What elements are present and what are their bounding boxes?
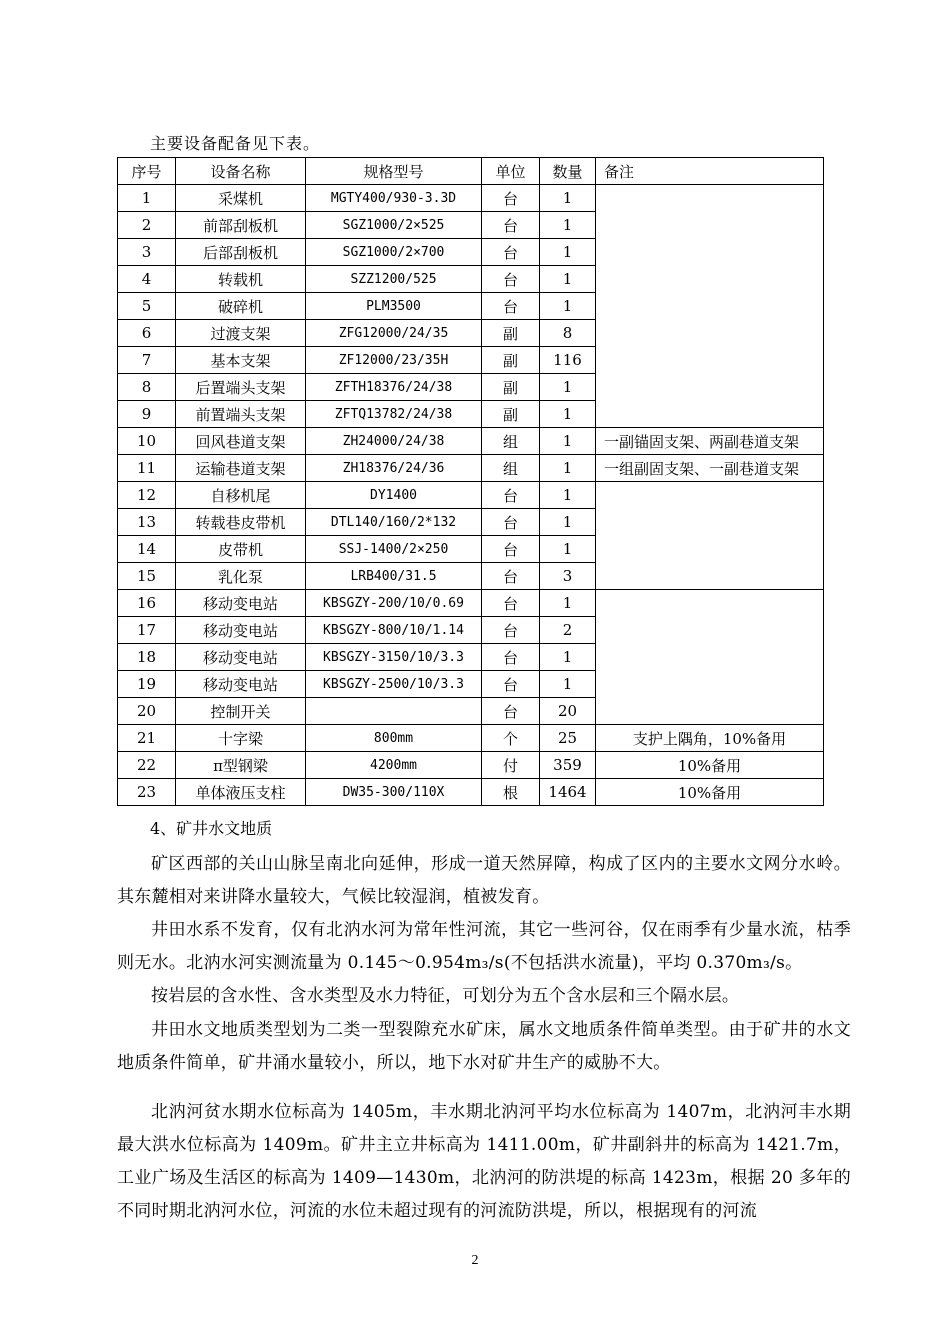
cell-name: 移动变电站 bbox=[176, 644, 306, 671]
cell-quantity: 1 bbox=[540, 671, 596, 698]
cell-name: 采煤机 bbox=[176, 185, 306, 212]
cell-index: 19 bbox=[118, 671, 176, 698]
cell-index: 2 bbox=[118, 212, 176, 239]
cell-model: ZF12000/23/35H bbox=[306, 347, 482, 374]
cell-quantity: 25 bbox=[540, 725, 596, 752]
table-row bbox=[118, 428, 824, 455]
cell-name: 转载巷皮带机 bbox=[176, 509, 306, 536]
cell-model: LRB400/31.5 bbox=[306, 563, 482, 590]
cell-unit: 台 bbox=[482, 536, 540, 563]
cell-name: 移动变电站 bbox=[176, 617, 306, 644]
cell-unit: 台 bbox=[482, 266, 540, 293]
cell-name: 前部刮板机 bbox=[176, 212, 306, 239]
header-unit: 单位 bbox=[482, 158, 540, 185]
cell-model: 800mm bbox=[306, 725, 482, 752]
cell-model: DTL140/160/2*132 bbox=[306, 509, 482, 536]
cell-name: 前置端头支架 bbox=[176, 401, 306, 428]
cell-index: 4 bbox=[118, 266, 176, 293]
cell-model: 4200mm bbox=[306, 752, 482, 779]
cell-unit: 副 bbox=[482, 320, 540, 347]
cell-model: ZFTQ13782/24/38 bbox=[306, 401, 482, 428]
cell-quantity: 1 bbox=[540, 185, 596, 212]
header-remarks: 备注 bbox=[596, 158, 824, 185]
cell-index: 5 bbox=[118, 293, 176, 320]
cell-name: 皮带机 bbox=[176, 536, 306, 563]
cell-remarks: 支护上隅角，10%备用 bbox=[596, 725, 824, 752]
cell-model: DY1400 bbox=[306, 482, 482, 509]
cell-unit: 台 bbox=[482, 293, 540, 320]
cell-model: KBSGZY-3150/10/3.3 bbox=[306, 644, 482, 671]
header-index: 序号 bbox=[118, 158, 176, 185]
cell-unit: 台 bbox=[482, 644, 540, 671]
header-model: 规格型号 bbox=[306, 158, 482, 185]
cell-model: PLM3500 bbox=[306, 293, 482, 320]
cell-remarks bbox=[596, 185, 824, 428]
cell-unit: 组 bbox=[482, 428, 540, 455]
cell-index: 6 bbox=[118, 320, 176, 347]
cell-quantity: 1 bbox=[540, 239, 596, 266]
cell-quantity: 1 bbox=[540, 212, 596, 239]
cell-quantity: 3 bbox=[540, 563, 596, 590]
cell-index: 13 bbox=[118, 509, 176, 536]
cell-unit: 根 bbox=[482, 779, 540, 806]
cell-model: ZH24000/24/38 bbox=[306, 428, 482, 455]
cell-unit: 台 bbox=[482, 239, 540, 266]
cell-unit: 付 bbox=[482, 752, 540, 779]
cell-index: 23 bbox=[118, 779, 176, 806]
cell-index: 8 bbox=[118, 374, 176, 401]
cell-quantity: 1 bbox=[540, 266, 596, 293]
cell-index: 1 bbox=[118, 185, 176, 212]
cell-name: 运输巷道支架 bbox=[176, 455, 306, 482]
cell-model: KBSGZY-2500/10/3.3 bbox=[306, 671, 482, 698]
cell-unit: 台 bbox=[482, 590, 540, 617]
cell-index: 22 bbox=[118, 752, 176, 779]
cell-model: SGZ1000/2×700 bbox=[306, 239, 482, 266]
cell-name: 基本支架 bbox=[176, 347, 306, 374]
cell-model: KBSGZY-200/10/0.69 bbox=[306, 590, 482, 617]
table-row bbox=[118, 725, 824, 752]
cell-remarks bbox=[596, 590, 824, 725]
header-quantity: 数量 bbox=[540, 158, 596, 185]
paragraph-2: 井田水系不发育，仅有北汭水河为常年性河流，其它一些河谷，仅在雨季有少量水流，枯季则无水。北汭水河实测流量为 0.145～0.954m₃/s(不包括洪水流量)，平均 0.370m₃/s。 bbox=[117, 920, 851, 973]
cell-model: SZZ1200/525 bbox=[306, 266, 482, 293]
cell-name: 后部刮板机 bbox=[176, 239, 306, 266]
cell-unit: 台 bbox=[482, 212, 540, 239]
cell-unit: 台 bbox=[482, 509, 540, 536]
cell-name: 后置端头支架 bbox=[176, 374, 306, 401]
cell-quantity: 1 bbox=[540, 401, 596, 428]
cell-quantity: 1 bbox=[540, 428, 596, 455]
cell-index: 17 bbox=[118, 617, 176, 644]
cell-unit: 台 bbox=[482, 671, 540, 698]
cell-unit: 副 bbox=[482, 347, 540, 374]
cell-remarks: 10%备用 bbox=[596, 779, 824, 806]
cell-quantity: 1 bbox=[540, 644, 596, 671]
cell-index: 20 bbox=[118, 698, 176, 725]
cell-index: 12 bbox=[118, 482, 176, 509]
cell-name: 转载机 bbox=[176, 266, 306, 293]
cell-name: 破碎机 bbox=[176, 293, 306, 320]
cell-unit: 副 bbox=[482, 374, 540, 401]
cell-unit: 台 bbox=[482, 563, 540, 590]
cell-index: 3 bbox=[118, 239, 176, 266]
cell-unit: 副 bbox=[482, 401, 540, 428]
cell-quantity: 2 bbox=[540, 617, 596, 644]
cell-unit: 台 bbox=[482, 698, 540, 725]
cell-quantity: 1464 bbox=[540, 779, 596, 806]
cell-quantity: 1 bbox=[540, 293, 596, 320]
cell-index: 16 bbox=[118, 590, 176, 617]
cell-index: 7 bbox=[118, 347, 176, 374]
cell-model: DW35-300/110X bbox=[306, 779, 482, 806]
table-row bbox=[118, 779, 824, 806]
paragraph-4: 井田水文地质类型划为二类一型裂隙充水矿床，属水文地质条件简单类型。由于矿井的水文地质条件简单，矿井涌水量较小，所以，地下水对矿井生产的威胁不大。 bbox=[117, 1020, 851, 1073]
cell-model: ZH18376/24/36 bbox=[306, 455, 482, 482]
cell-index: 14 bbox=[118, 536, 176, 563]
cell-quantity: 1 bbox=[540, 590, 596, 617]
cell-model: ZFTH18376/24/38 bbox=[306, 374, 482, 401]
table-row bbox=[118, 455, 824, 482]
cell-model: MGTY400/930-3.3D bbox=[306, 185, 482, 212]
paragraph-3: 按岩层的含水性、含水类型及水力特征，可划分为五个含水层和三个隔水层。 bbox=[151, 986, 740, 1006]
header-name: 设备名称 bbox=[176, 158, 306, 185]
cell-quantity: 1 bbox=[540, 509, 596, 536]
cell-unit: 台 bbox=[482, 617, 540, 644]
cell-name: 移动变电站 bbox=[176, 671, 306, 698]
cell-model: KBSGZY-800/10/1.14 bbox=[306, 617, 482, 644]
cell-model bbox=[306, 698, 482, 725]
cell-unit: 个 bbox=[482, 725, 540, 752]
cell-remarks: 一副锚固支架、两副巷道支架 bbox=[596, 428, 824, 455]
cell-name: 自移机尾 bbox=[176, 482, 306, 509]
cell-remarks: 10%备用 bbox=[596, 752, 824, 779]
cell-unit: 台 bbox=[482, 185, 540, 212]
cell-model: SSJ-1400/2×250 bbox=[306, 536, 482, 563]
cell-model: SGZ1000/2×525 bbox=[306, 212, 482, 239]
cell-quantity: 116 bbox=[540, 347, 596, 374]
cell-name: 乳化泵 bbox=[176, 563, 306, 590]
cell-name: π型钢梁 bbox=[176, 752, 306, 779]
section-title: 4、矿井水文地质 bbox=[150, 819, 273, 838]
cell-name: 十字梁 bbox=[176, 725, 306, 752]
cell-quantity: 1 bbox=[540, 536, 596, 563]
cell-quantity: 20 bbox=[540, 698, 596, 725]
paragraph-5: 北汭河贫水期水位标高为 1405m，丰水期北汭河平均水位标高为 1407m，北汭河丰水期最大洪水位标高为 1409m。矿井主立井标高为 1411.00m，矿井副斜井的标高为 1421.7m，工业广场及生活区的标高为 1409—1430m，北汭河的防洪堤的标高 1423m，根据 20 多年的不同时期北汭河水位，河流的水位未超过现有的河流防洪堤，所以，根据现有的河流 bbox=[117, 1102, 851, 1221]
table-header-row bbox=[118, 158, 824, 185]
table-row bbox=[118, 482, 824, 509]
cell-quantity: 1 bbox=[540, 455, 596, 482]
cell-name: 单体液压支柱 bbox=[176, 779, 306, 806]
cell-name: 回风巷道支架 bbox=[176, 428, 306, 455]
cell-quantity: 1 bbox=[540, 374, 596, 401]
table-intro: 主要设备配备见下表。 bbox=[150, 134, 321, 153]
table-row bbox=[118, 590, 824, 617]
cell-model: ZFG12000/24/35 bbox=[306, 320, 482, 347]
cell-name: 控制开关 bbox=[176, 698, 306, 725]
cell-remarks bbox=[596, 482, 824, 590]
cell-index: 18 bbox=[118, 644, 176, 671]
paragraph-1: 矿区西部的关山山脉呈南北向延伸，形成一道天然屏障，构成了区内的主要水文网分水岭。其东麓相对来讲降水量较大，气候比较湿润，植被发育。 bbox=[117, 854, 851, 907]
table-row bbox=[118, 185, 824, 212]
cell-name: 过渡支架 bbox=[176, 320, 306, 347]
page-number: 2 bbox=[471, 1253, 479, 1268]
cell-quantity: 1 bbox=[540, 482, 596, 509]
cell-index: 21 bbox=[118, 725, 176, 752]
equipment-table bbox=[117, 157, 824, 806]
cell-index: 15 bbox=[118, 563, 176, 590]
table-row bbox=[118, 752, 824, 779]
cell-index: 9 bbox=[118, 401, 176, 428]
cell-index: 11 bbox=[118, 455, 176, 482]
cell-unit: 台 bbox=[482, 482, 540, 509]
cell-unit: 组 bbox=[482, 455, 540, 482]
cell-quantity: 8 bbox=[540, 320, 596, 347]
cell-remarks: 一组副固支架、一副巷道支架 bbox=[596, 455, 824, 482]
cell-quantity: 359 bbox=[540, 752, 596, 779]
cell-name: 移动变电站 bbox=[176, 590, 306, 617]
cell-index: 10 bbox=[118, 428, 176, 455]
